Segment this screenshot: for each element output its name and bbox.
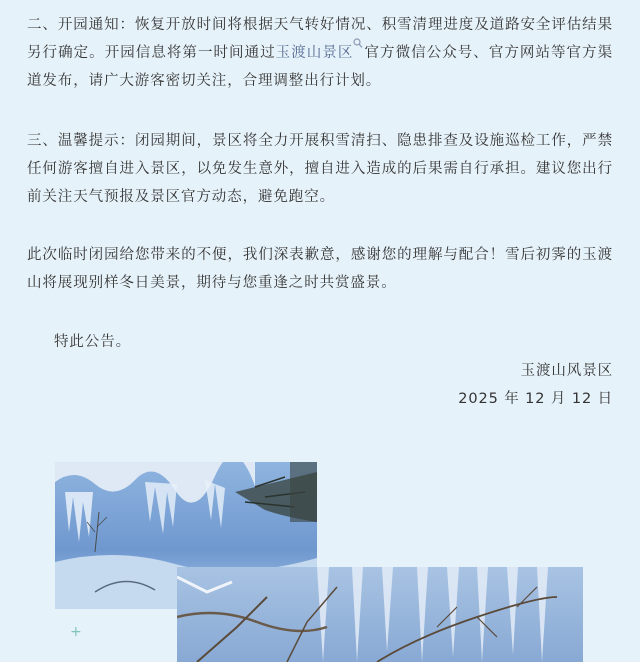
paragraph-apology: 此次临时闭园给您带来的不便，我们深表歉意，感谢您的理解与配合！雪后初霁的玉渡山将展现别样冬日美景，期待与您重逢之时共赏盛景。	[27, 247, 613, 291]
paragraph-tips: 三、温馨提示：闭园期间，景区将全力开展积雪清扫、隐患排查及设施巡检工作，严禁任何游客擅自进入景区，以免发生意外，擅自进入造成的后果需自行承担。建议您出行前关注天气预报及景区官方动态，避免跑空。	[27, 133, 613, 205]
paragraph-closing: 特此公告。	[54, 334, 131, 350]
signature-organization: 玉渡山风景区	[520, 363, 613, 379]
photo-icicles-branches[interactable]	[177, 567, 583, 662]
paragraph-text: 官方微信公众号、官方网站等官方渠道发布，请广大游客密切关注，合理调整出行计划。	[27, 45, 614, 89]
search-icon[interactable]	[353, 32, 363, 44]
signature-date: 2025 年 12 月 12 日	[458, 391, 613, 407]
scenic-area-link[interactable]: 玉渡山景区	[275, 45, 354, 61]
plus-icon: +	[70, 624, 82, 640]
paragraph-text: 二、开园通知：恢复开放时间将根据天气转好情况、积雪清理进度及道路安全评估结果另行确定。开园信息将第一时间通过	[27, 17, 613, 61]
paragraph-opening-notice	[27, 11, 613, 95]
